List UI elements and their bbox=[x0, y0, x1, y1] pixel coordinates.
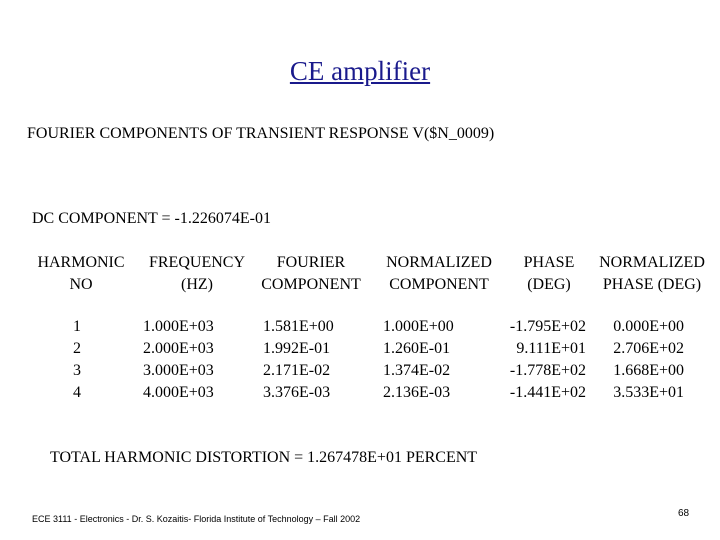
cell-normalized: 1.000E+00 bbox=[383, 318, 454, 335]
header-harmonic bbox=[31, 252, 131, 296]
cell-phase: -1.778E+02 bbox=[509, 362, 586, 379]
header-phase-line2: (DEG) bbox=[527, 276, 571, 293]
cell-no: 4 bbox=[73, 384, 81, 401]
cell-normalized-phase: 2.706E+02 bbox=[613, 340, 684, 357]
header-harmonic-line2: NO bbox=[69, 276, 93, 293]
column-normalized-phase bbox=[590, 316, 684, 404]
header-norm-phase-line1: NORMALIZED bbox=[599, 254, 705, 271]
cell-normalized-phase: 3.533E+01 bbox=[613, 384, 684, 401]
cell-normalized: 1.374E-02 bbox=[383, 362, 451, 379]
column-fourier bbox=[263, 316, 334, 404]
header-harmonic-line1: HARMONIC bbox=[37, 254, 125, 271]
cell-fourier: 2.171E-02 bbox=[263, 362, 331, 379]
fourier-subtitle: FOURIER COMPONENTS OF TRANSIENT RESPONSE V($N_0009) bbox=[27, 125, 495, 142]
cell-fourier: 3.376E-03 bbox=[263, 384, 331, 401]
cell-frequency: 2.000E+03 bbox=[143, 340, 214, 357]
cell-fourier: 1.992E-01 bbox=[263, 340, 331, 357]
cell-no: 3 bbox=[73, 362, 81, 379]
cell-phase: -1.441E+02 bbox=[509, 384, 586, 401]
column-harmonic-no bbox=[66, 316, 88, 404]
column-frequency bbox=[143, 316, 214, 404]
dc-component: DC COMPONENT = -1.226074E-01 bbox=[32, 210, 271, 227]
header-frequency-line1: FREQUENCY bbox=[148, 254, 245, 271]
cell-normalized: 1.260E-01 bbox=[383, 340, 451, 357]
cell-frequency: 1.000E+03 bbox=[143, 318, 214, 335]
total-harmonic-distortion: TOTAL HARMONIC DISTORTION = 1.267478E+01 PERCENT bbox=[50, 449, 478, 466]
header-phase bbox=[518, 252, 580, 296]
header-norm-phase-line2: PHASE (DEG) bbox=[602, 276, 702, 293]
header-normalized-line1: NORMALIZED bbox=[386, 254, 492, 271]
slide-title: CE amplifier bbox=[289, 56, 431, 86]
page-number: 68 bbox=[678, 508, 690, 519]
cell-fourier: 1.581E+00 bbox=[263, 318, 334, 335]
header-normalized-phase bbox=[590, 252, 714, 296]
header-fourier-line1: FOURIER bbox=[276, 254, 346, 271]
header-fourier bbox=[255, 252, 367, 296]
cell-normalized-phase: 0.000E+00 bbox=[613, 318, 684, 335]
column-normalized bbox=[383, 316, 454, 404]
cell-frequency: 4.000E+03 bbox=[143, 384, 214, 401]
cell-no: 2 bbox=[73, 340, 81, 357]
cell-normalized-phase: 1.668E+00 bbox=[613, 362, 684, 379]
cell-frequency: 3.000E+03 bbox=[143, 362, 214, 379]
cell-no: 1 bbox=[73, 318, 81, 335]
header-frequency-line2: (HZ) bbox=[181, 276, 213, 293]
cell-phase: 9.111E+01 bbox=[516, 340, 586, 357]
header-phase-line1: PHASE bbox=[523, 254, 575, 271]
column-phase bbox=[490, 316, 586, 404]
header-normalized bbox=[378, 252, 500, 296]
cell-normalized: 2.136E-03 bbox=[383, 384, 451, 401]
header-frequency bbox=[142, 252, 252, 296]
footer-credit: ECE 3111 - Electronics - Dr. S. Kozaitis- Florida Institute of Technology – Fall 2002 bbox=[32, 514, 361, 524]
cell-phase: -1.795E+02 bbox=[509, 318, 586, 335]
header-fourier-line2: COMPONENT bbox=[261, 276, 361, 293]
header-normalized-line2: COMPONENT bbox=[389, 276, 489, 293]
